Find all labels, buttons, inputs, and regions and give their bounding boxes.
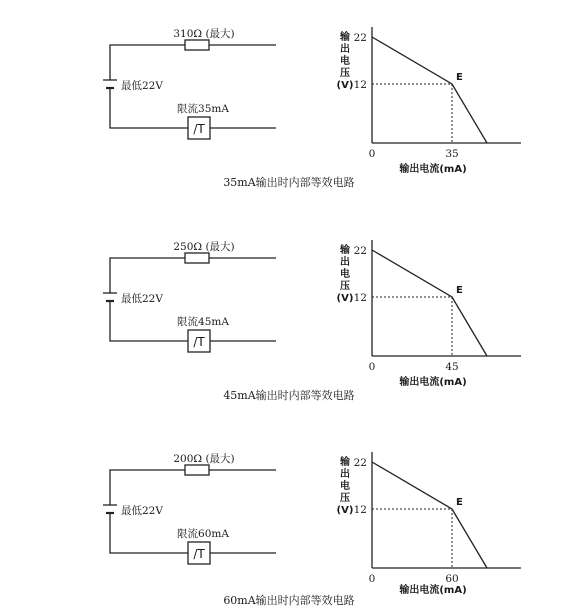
y-axis-label-glyph: 压 (340, 68, 350, 79)
resistor-label: 250Ω (最大) (173, 241, 235, 253)
y-axis-label-glyph: 输 (340, 32, 350, 43)
caption: 35mA输出时内部等效电路 (223, 176, 355, 189)
x-tick-op: 45 (445, 361, 459, 373)
point-e-label: E (456, 497, 463, 508)
limiter-label: 限流45mA (177, 316, 229, 328)
limiter-symbol: /T (193, 547, 205, 561)
y-tick-22: 22 (353, 457, 367, 469)
y-axis-label-glyph: 出 (340, 469, 350, 480)
panel-35ma (103, 27, 521, 189)
x-tick-0: 0 (368, 573, 376, 585)
operating-point-guides (372, 84, 452, 143)
equivalent-circuit (103, 452, 276, 564)
y-axis-label-glyph: 电 (340, 481, 350, 492)
panel-45ma (103, 240, 521, 402)
x-axis-label: 输出电流(mA) (399, 377, 467, 388)
y-axis-label-glyph: 压 (340, 281, 350, 292)
y-axis-label-glyph: 输 (340, 245, 350, 256)
limiter-label: 限流60mA (177, 528, 229, 540)
point-e-label: E (456, 72, 463, 83)
y-axis-label-glyph: 电 (340, 56, 350, 67)
x-tick-op: 35 (445, 148, 459, 160)
operating-point-guides (372, 509, 452, 568)
y-axis-label (337, 243, 354, 304)
y-axis-label (337, 30, 354, 91)
y-axis-label-glyph: 输 (340, 457, 350, 468)
y-axis-label-glyph: 出 (340, 44, 350, 55)
x-tick-0: 0 (368, 148, 376, 160)
top-wire-left (110, 470, 185, 505)
y-axis-label-glyph: (V) (336, 293, 354, 304)
y-tick-12: 12 (353, 504, 367, 516)
operating-point-guides (372, 297, 452, 356)
top-wire-left (110, 258, 185, 293)
equivalent-circuit (103, 27, 276, 139)
resistor-label: 200Ω (最大) (173, 453, 235, 465)
limiter-label: 限流35mA (177, 103, 229, 115)
y-tick-22: 22 (353, 32, 367, 44)
y-axis-label-glyph: 电 (340, 269, 350, 280)
y-tick-22: 22 (353, 245, 367, 257)
resistor (185, 253, 209, 263)
y-tick-12: 12 (353, 79, 367, 91)
battery-label: 最低22V (121, 293, 163, 305)
limiter-symbol: /T (193, 122, 205, 136)
y-axis-label-glyph: 出 (340, 257, 350, 268)
y-axis-label-glyph: 压 (340, 493, 350, 504)
equivalent-circuit (103, 240, 276, 352)
resistor-label: 310Ω (最大) (173, 28, 235, 40)
x-tick-0: 0 (368, 361, 376, 373)
battery-label: 最低22V (121, 505, 163, 517)
characteristic-curve (372, 462, 487, 568)
y-tick-12: 12 (353, 292, 367, 304)
resistor (185, 465, 209, 475)
x-axis-label: 输出电流(mA) (399, 164, 467, 175)
panel-60ma (103, 452, 521, 607)
vi-chart (337, 240, 521, 388)
resistor (185, 40, 209, 50)
x-axis-label: 输出电流(mA) (399, 585, 467, 596)
battery-label: 最低22V (121, 80, 163, 92)
characteristic-curve (372, 37, 487, 143)
x-tick-op: 60 (445, 573, 459, 585)
top-wire-left (110, 45, 185, 80)
caption: 45mA输出时内部等效电路 (223, 389, 355, 402)
characteristic-curve (372, 250, 487, 356)
caption: 60mA输出时内部等效电路 (223, 594, 355, 607)
vi-chart (337, 27, 521, 175)
y-axis-label (337, 455, 354, 516)
y-axis-label-glyph: (V) (336, 80, 354, 91)
point-e-label: E (456, 285, 463, 296)
y-axis-label-glyph: (V) (336, 505, 354, 516)
limiter-symbol: /T (193, 335, 205, 349)
vi-chart (337, 452, 521, 596)
